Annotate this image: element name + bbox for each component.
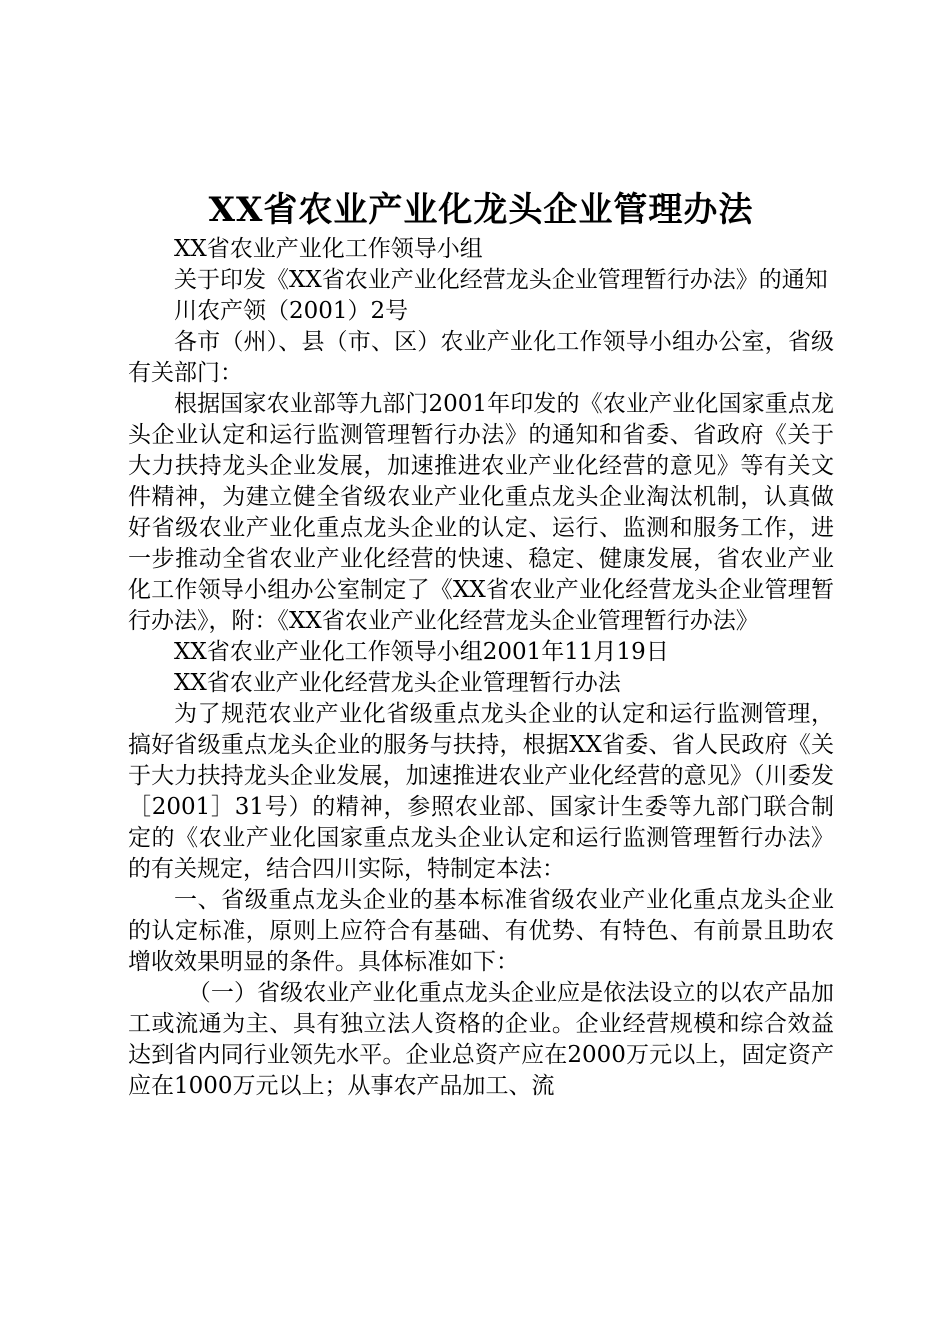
document-page bbox=[128, 188, 834, 1102]
section-heading-paragraph: 一、省级重点龙头企业的基本标准省级农业产业化重点龙头企业的认定标准，原则上应符合有基础、有优势、有特色、有前景且助农增收效果明显的条件。具体标准如下： bbox=[128, 887, 834, 975]
signature-date: XX省农业产业化工作领导小组2001年11月19日 bbox=[174, 639, 669, 665]
body-paragraph: 为了规范农业产业化省级重点龙头企业的认定和运行监测管理，搞好省级重点龙头企业的服务与扶持，根据XX省委、省人民政府《关于大力扶持龙头企业发展，加速推进农业产业化经营的意见》（川委发［2001］31号）的精神，参照农业部、国家计生委等九部门联合制定的《农业产业化国家重点龙头企业认定和运行监测管理暂行办法》的有关规定，结合四川实际，特制定本法： bbox=[128, 701, 834, 882]
addressee: 各市（州）、县（市、区）农业产业化工作领导小组办公室，省级有关部门： bbox=[128, 329, 834, 386]
attachment-title: XX省农业产业化经营龙头企业管理暂行办法 bbox=[174, 670, 621, 696]
document-number: 川农产领（2001）2号 bbox=[174, 298, 409, 324]
body-paragraph: 根据国家农业部等九部门2001年印发的《农业产业化国家重点龙头企业认定和运行监测管理暂行办法》的通知和省委、省政府《关于大力扶持龙头企业发展，加速推进农业产业化经营的意见》等有关文件精神，为建立健全省级农业产业化重点龙头企业淘汰机制，认真做好省级农业产业化重点龙头企业的认定、运行、监测和服务工作，进一步推动全省农业产业化经营的快速、稳定、健康发展，省农业产业化工作领导小组办公室制定了《XX省农业产业化经营龙头企业管理暂行办法》，附：《XX省农业产业化经营龙头企业管理暂行办法》 bbox=[128, 391, 834, 634]
issuer-line: XX省农业产业化工作领导小组 bbox=[174, 236, 483, 262]
document-title: XX省农业产业化龙头企业管理办法 bbox=[208, 190, 754, 230]
clause-paragraph: （一）省级农业产业化重点龙头企业应是依法设立的以农产品加工或流通为主、具有独立法人资格的企业。企业经营规模和综合效益达到省内同行业领先水平。企业总资产应在2000万元以上，固定资产应在1000万元以上；从事农产品加工、流 bbox=[128, 980, 834, 1099]
notice-title: 关于印发《XX省农业产业化经营龙头企业管理暂行办法》的通知 bbox=[174, 267, 828, 293]
